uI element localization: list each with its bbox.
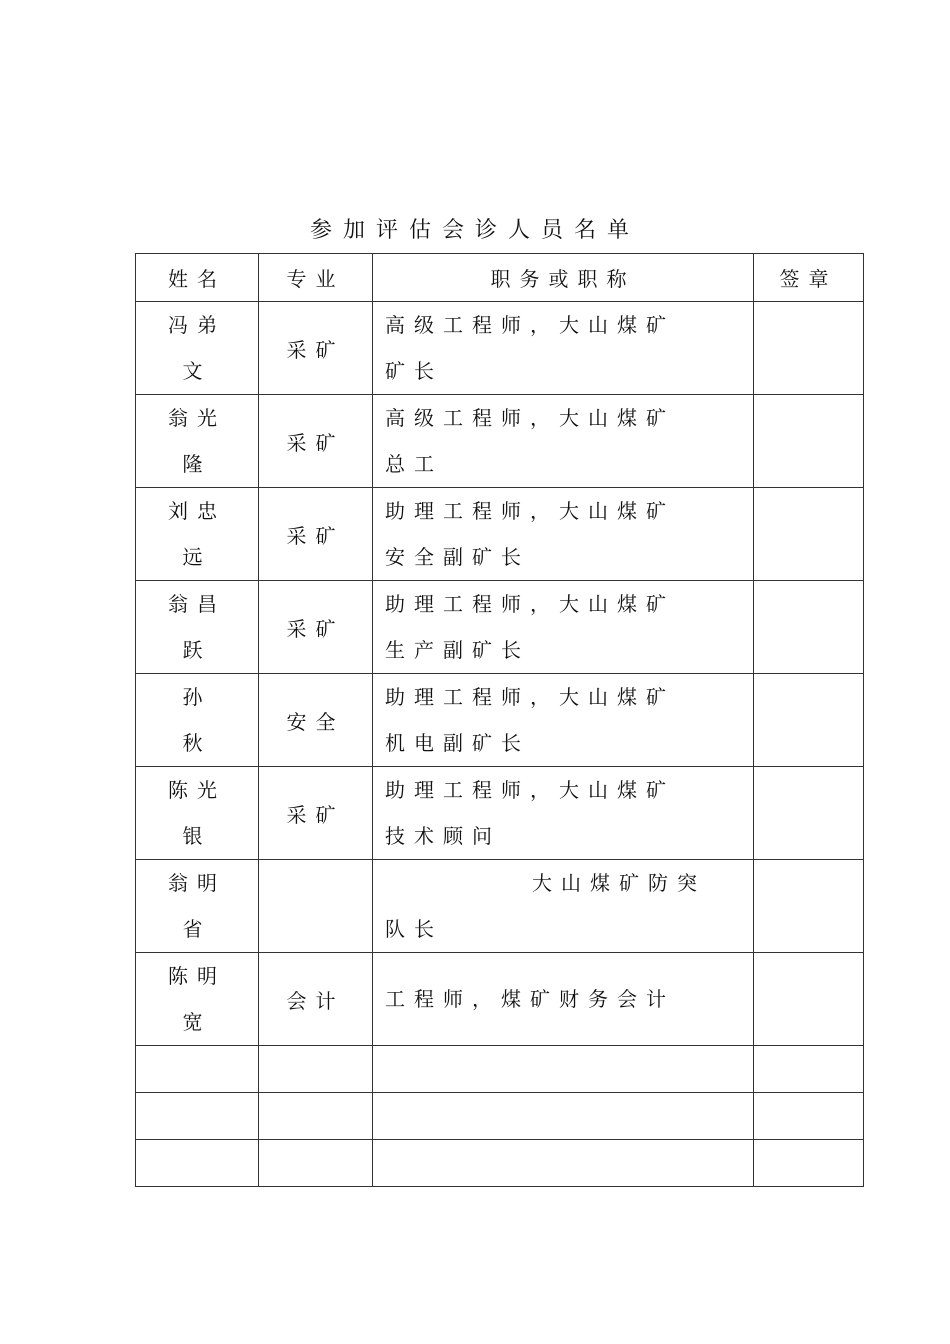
name-cell: 翁明 省 xyxy=(136,860,259,953)
name-cell: 刘忠 远 xyxy=(136,488,259,581)
table-row xyxy=(136,674,864,767)
major-cell: 采矿 xyxy=(259,302,373,395)
major-cell: 采矿 xyxy=(259,581,373,674)
seal-cell[interactable] xyxy=(754,395,864,488)
empty-cell[interactable] xyxy=(136,1093,259,1140)
position-cell: 大山煤矿防突 队长 xyxy=(373,860,754,953)
seal-cell[interactable] xyxy=(754,674,864,767)
position-cell: 助理工程师，大山煤矿 生产副矿长 xyxy=(373,581,754,674)
table-row xyxy=(136,860,864,953)
header-major: 专业 xyxy=(259,254,373,302)
table-row xyxy=(136,302,864,395)
position-cell: 助理工程师，大山煤矿 技术顾问 xyxy=(373,767,754,860)
table-header-row xyxy=(136,254,864,302)
position-cell: 助理工程师，大山煤矿 机电副矿长 xyxy=(373,674,754,767)
empty-cell[interactable] xyxy=(754,1046,864,1093)
empty-cell[interactable] xyxy=(373,1140,754,1187)
seal-cell[interactable] xyxy=(754,581,864,674)
major-cell: 安全 xyxy=(259,674,373,767)
empty-row xyxy=(136,1140,864,1187)
major-cell: 采矿 xyxy=(259,767,373,860)
name-cell: 翁昌 跃 xyxy=(136,581,259,674)
position-cell: 高级工程师，大山煤矿 总工 xyxy=(373,395,754,488)
empty-cell[interactable] xyxy=(373,1093,754,1140)
major-cell xyxy=(259,860,373,953)
position-cell: 助理工程师，大山煤矿 安全副矿长 xyxy=(373,488,754,581)
seal-cell[interactable] xyxy=(754,860,864,953)
table-row xyxy=(136,767,864,860)
position-cell: 工程师，煤矿财务会计 xyxy=(373,953,754,1046)
empty-cell[interactable] xyxy=(373,1046,754,1093)
empty-cell[interactable] xyxy=(754,1093,864,1140)
major-cell: 会计 xyxy=(259,953,373,1046)
empty-cell[interactable] xyxy=(259,1140,373,1187)
seal-cell[interactable] xyxy=(754,953,864,1046)
name-cell: 陈光 银 xyxy=(136,767,259,860)
table-row xyxy=(136,488,864,581)
empty-cell[interactable] xyxy=(259,1093,373,1140)
header-name: 姓名 xyxy=(136,254,259,302)
seal-cell[interactable] xyxy=(754,302,864,395)
header-seal: 签章 xyxy=(754,254,864,302)
name-cell: 翁光 隆 xyxy=(136,395,259,488)
table-row xyxy=(136,395,864,488)
empty-row xyxy=(136,1093,864,1140)
major-cell: 采矿 xyxy=(259,488,373,581)
empty-cell[interactable] xyxy=(136,1140,259,1187)
empty-cell[interactable] xyxy=(754,1140,864,1187)
empty-row xyxy=(136,1046,864,1093)
table-row xyxy=(136,953,864,1046)
header-position: 职务或职称 xyxy=(373,254,754,302)
table-row xyxy=(136,581,864,674)
position-cell: 高级工程师，大山煤矿 矿长 xyxy=(373,302,754,395)
major-cell: 采矿 xyxy=(259,395,373,488)
document-title: 参加评估会诊人员名单 xyxy=(309,218,640,243)
name-cell: 孙 秋 xyxy=(136,674,259,767)
empty-cell[interactable] xyxy=(136,1046,259,1093)
seal-cell[interactable] xyxy=(754,488,864,581)
seal-cell[interactable] xyxy=(754,767,864,860)
name-cell: 陈明 宽 xyxy=(136,953,259,1046)
name-cell: 冯弟 文 xyxy=(136,302,259,395)
empty-cell[interactable] xyxy=(259,1046,373,1093)
personnel-table xyxy=(135,253,864,1187)
